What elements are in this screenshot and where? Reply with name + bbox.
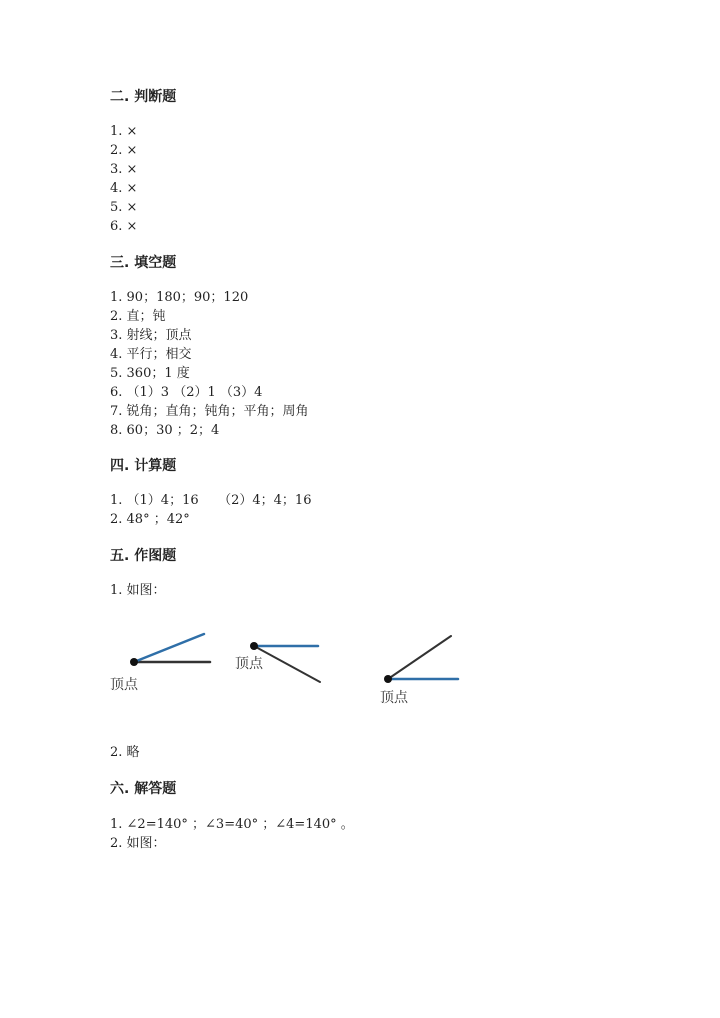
section-fill-title: 三. 填空题 xyxy=(110,255,177,271)
figure-2-vertex-dot xyxy=(250,642,258,650)
figure-1-ray-blue xyxy=(134,634,204,662)
fill-answer-6: 6. （1）3 （2）1 （3）4 xyxy=(110,385,263,400)
judge-answer-5: 5. × xyxy=(110,200,138,215)
fill-answer-8: 8. 60；30 ；2；4 xyxy=(110,423,220,438)
angle-figure-2 xyxy=(235,642,320,682)
draw-answer-2: 2. 略 xyxy=(110,745,140,760)
angle-figure-3 xyxy=(380,636,458,706)
section-draw-title: 五. 作图题 xyxy=(110,548,177,564)
fill-answer-3: 3. 射线；顶点 xyxy=(110,328,192,343)
judge-answer-4: 4. × xyxy=(110,181,138,196)
judge-answer-6: 6. × xyxy=(110,219,138,234)
fill-answer-7: 7. 锐角；直角；钝角；平角；周角 xyxy=(110,404,309,419)
figure-2-ray-dark xyxy=(254,646,320,682)
angle-figure-1 xyxy=(110,634,210,693)
judge-answer-1: 1. × xyxy=(110,124,138,139)
section-calc-title: 四. 计算题 xyxy=(110,458,177,474)
figure-1-vertex-label: 顶点 xyxy=(110,677,138,693)
angle-figures xyxy=(100,620,480,720)
fill-answer-5: 5. 360；1 度 xyxy=(110,366,190,381)
figure-3-vertex-dot xyxy=(384,675,392,683)
judge-answer-3: 3. × xyxy=(110,162,138,177)
figure-1-vertex-dot xyxy=(130,658,138,666)
calc-answer-1: 1. （1）4；16 （2）4；4；16 xyxy=(110,493,312,508)
fill-answer-2: 2. 直；钝 xyxy=(110,309,166,324)
draw-answer-1: 1. 如图： xyxy=(110,583,166,598)
solve-answer-1: 1. ∠2=140° ；∠3=40° ；∠4=140° 。 xyxy=(110,817,354,832)
figure-3-ray-dark xyxy=(388,636,451,679)
section-judge-title: 二. 判断题 xyxy=(110,89,177,105)
section-answer-title: 六. 解答题 xyxy=(110,781,177,797)
solve-answer-2: 2. 如图： xyxy=(110,836,166,851)
calc-answer-2: 2. 48° ；42° xyxy=(110,512,190,527)
fill-answer-1: 1. 90；180；90；120 xyxy=(110,290,249,305)
figure-3-vertex-label: 顶点 xyxy=(380,690,408,706)
judge-answer-2: 2. × xyxy=(110,143,138,158)
fill-answer-4: 4. 平行；相交 xyxy=(110,347,192,362)
figure-2-vertex-label: 顶点 xyxy=(235,656,263,672)
